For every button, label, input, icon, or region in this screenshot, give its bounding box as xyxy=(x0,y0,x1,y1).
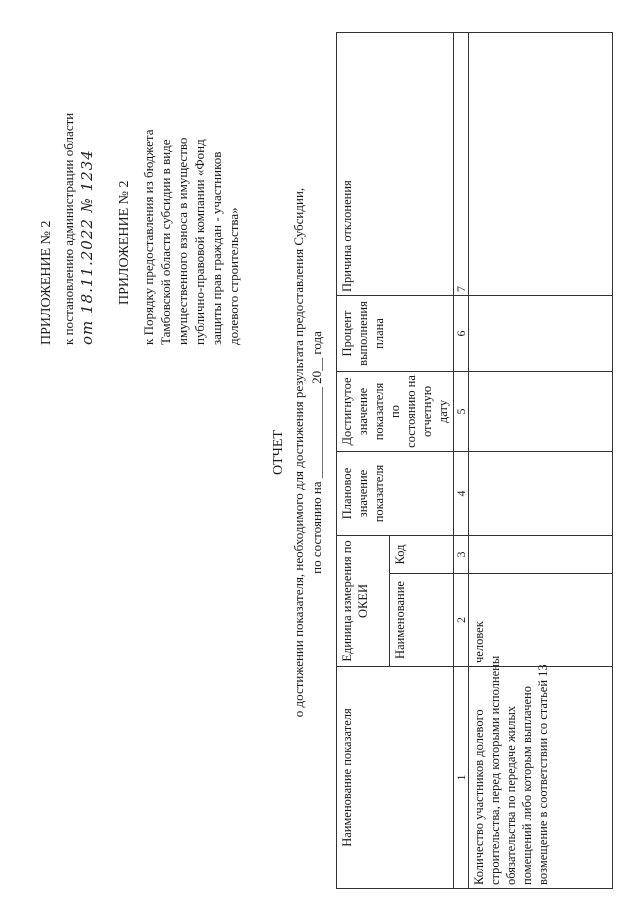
column-number: 6 xyxy=(454,295,469,371)
appendix2-line: долевого строительства» xyxy=(226,207,241,345)
appendix2-line: публично-правовой компании «Фонд xyxy=(192,139,207,345)
header-unit: Единица измерения по ОКЕИ xyxy=(337,535,390,666)
header-unit-name: Наименование xyxy=(390,574,454,667)
header-unit-code: Код xyxy=(390,535,454,573)
report-title: ОТЧЕТ xyxy=(271,430,286,475)
row-achieved xyxy=(469,371,613,451)
row-unit-code xyxy=(469,535,613,573)
header-indicator-name: Наименование показателя xyxy=(337,667,454,889)
appendix-title: ПРИЛОЖЕНИЕ № 2 xyxy=(39,220,54,345)
row-percent xyxy=(469,295,613,371)
row-indicator-name: Количество участников долевого строительства, перед которыми исполнены обязательства по передаче жилых помещений либо которым выплачено возмещение в соответствии со статьей 13 xyxy=(469,667,613,889)
column-number: 4 xyxy=(454,451,469,535)
header-percent: Процент выполнения плана xyxy=(337,295,454,371)
column-number: 2 xyxy=(454,574,469,667)
table-row xyxy=(469,32,613,888)
header-achieved: Достигнутое значение показателя по состоянию на отчетную дату xyxy=(337,371,454,451)
appendix-decree-line: к постановлению администрации области xyxy=(61,112,76,345)
column-number: 5 xyxy=(454,371,469,451)
header-planned: Плановое значение показателя xyxy=(337,451,454,535)
report-subtitle: о достижении показателя, необходимого для достижения результата предоставления Субсидии, xyxy=(291,187,306,718)
handwritten-signature-date: от 18.11.2022 № 1234 xyxy=(78,149,96,345)
table-header-row xyxy=(337,32,390,888)
appendix2-line: защиты прав граждан - участников xyxy=(209,151,224,345)
appendix2-line: имущественного взноса в имущество xyxy=(175,137,190,345)
row-unit-name: человек xyxy=(469,574,613,667)
column-number: 3 xyxy=(454,535,469,573)
report-table xyxy=(336,32,613,889)
column-number: 7 xyxy=(454,32,469,295)
row-planned xyxy=(469,451,613,535)
header-reason: Причина отклонения xyxy=(337,32,454,295)
row-reason xyxy=(469,32,613,295)
appendix2-title: ПРИЛОЖЕНИЕ № 2 xyxy=(117,180,132,305)
column-number: 1 xyxy=(454,667,469,889)
appendix2-line: к Порядку предоставления из бюджета xyxy=(141,129,156,345)
appendix2-line: Тамбовской области субсидии в виде xyxy=(158,139,173,345)
appendix2-lines xyxy=(140,130,242,345)
report-date-line: по состоянию на ______________ 20__ года xyxy=(309,331,324,574)
table-column-numbers-row xyxy=(454,32,469,888)
